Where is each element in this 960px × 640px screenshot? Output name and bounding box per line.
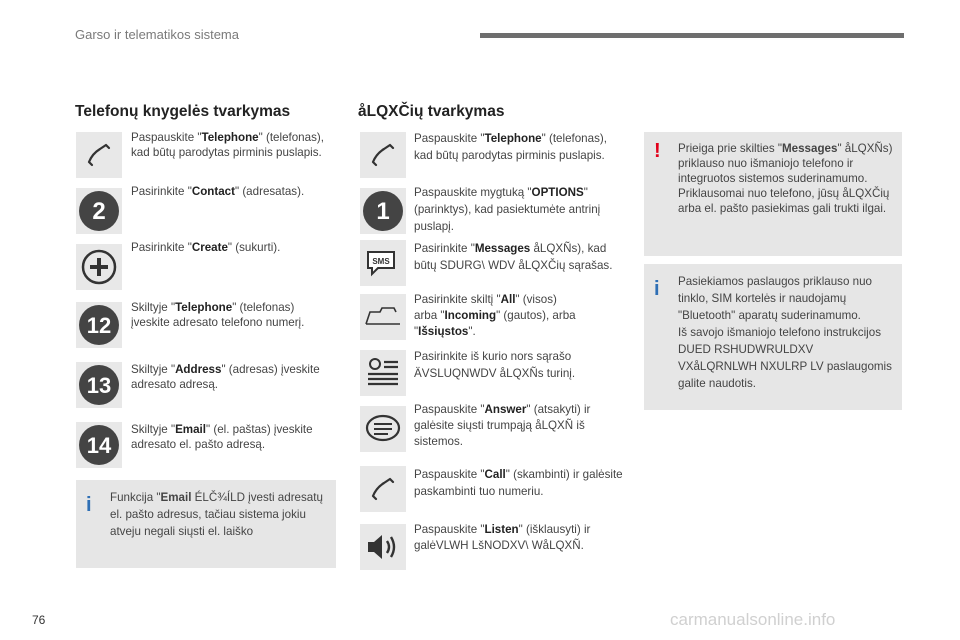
number-1-label: 1	[376, 198, 390, 225]
right-step-1-text: Paspauskite "Telephone" (telefonas), kad būtų parodytas pirminis puslapis.	[414, 132, 607, 162]
right-step-6-text: Paspauskite "Answer" (atsakyti) ir galėsite siųsti trumpąją åLQXÑ iš sistemos.	[414, 403, 591, 448]
left-step-4-text: Skiltyje "Telephone" (telefonas) įveskite adresato telefono numerį.	[131, 301, 305, 329]
plus-circle-icon	[76, 244, 122, 290]
number-12-icon	[76, 302, 122, 348]
number-14-icon	[76, 422, 122, 468]
info-icon: i	[654, 278, 660, 300]
number-2-icon	[76, 188, 122, 234]
info-note-text: Pasiekiamos paslaugos priklauso nuo tinklo, SIM kortelės ir naudojamų "Bluetooth" aparatų suderinamumo. Iš savojo išmaniojo telefono instrukcijos DUED RSHUDWRULDXV VXåLQRNLWH NXULRP LV paslaugomis galite naudotis.	[678, 275, 892, 390]
tab-folder-icon	[360, 294, 406, 340]
left-step-3-text: Pasirinkite "Create" (sukurti).	[131, 241, 281, 254]
right-step-8-text: Paspauskite "Listen" (išklausyti) ir galėVLWH LšNODXV\ WåLQXÑ.	[414, 523, 591, 552]
warning-note	[644, 132, 902, 256]
number-14-label: 14	[86, 433, 112, 458]
phone-handset-icon	[360, 132, 406, 178]
left-step-5-text: Skiltyje "Address" (adresas) įveskite adresato adresą.	[131, 363, 320, 391]
sms-icon-label: SMS	[372, 257, 390, 266]
right-step-5-text: Pasirinkite iš kurio nors sąrašo ÄVSLUQNWDV åLQXÑs turinį.	[414, 350, 576, 380]
right-section-title: åLQXČių tvarkymas	[358, 103, 505, 120]
warning-note-text: Prieiga prie skilties "Messages" åLQXÑs) priklauso nuo išmaniojo telefono ir integruotos sistemos suderinamumo. Priklausomai nuo telefono, jūsų åLQXČių arba el. pašto pasiekimas gali trukti ilgai.	[678, 142, 893, 215]
right-step-2-text: Paspauskite mygtuką "OPTIONS" (parinktys), kad pasiektumėte antrinį puslapį.	[414, 186, 601, 233]
left-section-title: Telefonų knygelės tvarkymas	[75, 103, 291, 120]
info-icon: i	[86, 494, 92, 516]
sms-icon	[360, 240, 406, 286]
phone-handset-icon	[76, 132, 122, 178]
info-note	[644, 264, 902, 410]
number-13-icon	[76, 362, 122, 408]
number-13-label: 13	[86, 373, 112, 398]
number-1-icon	[360, 188, 406, 234]
footer-watermark: carmanualsonline.info	[670, 610, 836, 629]
warning-icon: !	[654, 140, 661, 162]
right-step-3-text: Pasirinkite "Messages åLQXÑs), kad būtų SDURG\ WDV åLQXČių sąrašas.	[414, 242, 613, 272]
left-note-text: Funkcija "Email ÉLČ¾ÍLD įvesti adresatų el. pašto adresus, tačiau sistema jokiu atveju negali siųsti el. laiško	[110, 491, 323, 538]
left-step-2-text: Pasirinkite "Contact" (adresatas).	[131, 185, 305, 198]
right-step-4-text: Pasirinkite skiltį "All" (visos) arba "Incoming" (gautos), arba "Išsiųstos".	[414, 293, 576, 338]
message-list-icon	[360, 350, 406, 396]
number-2-label: 2	[92, 198, 106, 225]
left-step-1-text: Paspauskite "Telephone" (telefonas), kad būtų parodytas pirminis puslapis.	[131, 131, 324, 159]
page-number: 76	[32, 613, 46, 627]
number-12-label: 12	[86, 313, 112, 338]
right-step-7-text: Paspauskite "Call" (skambinti) ir galėsite paskambinti tuo numeriu.	[414, 468, 623, 498]
left-info-note	[76, 480, 336, 568]
speaker-icon	[360, 524, 406, 570]
header-rule	[480, 33, 904, 38]
left-step-6-text: Skiltyje "Email" (el. paštas) įveskite adresato el. pašto adresą.	[131, 423, 313, 451]
reply-message-icon	[360, 406, 406, 452]
header-title: Garso ir telematikos sistema	[75, 27, 239, 42]
phone-handset-icon	[360, 466, 406, 512]
